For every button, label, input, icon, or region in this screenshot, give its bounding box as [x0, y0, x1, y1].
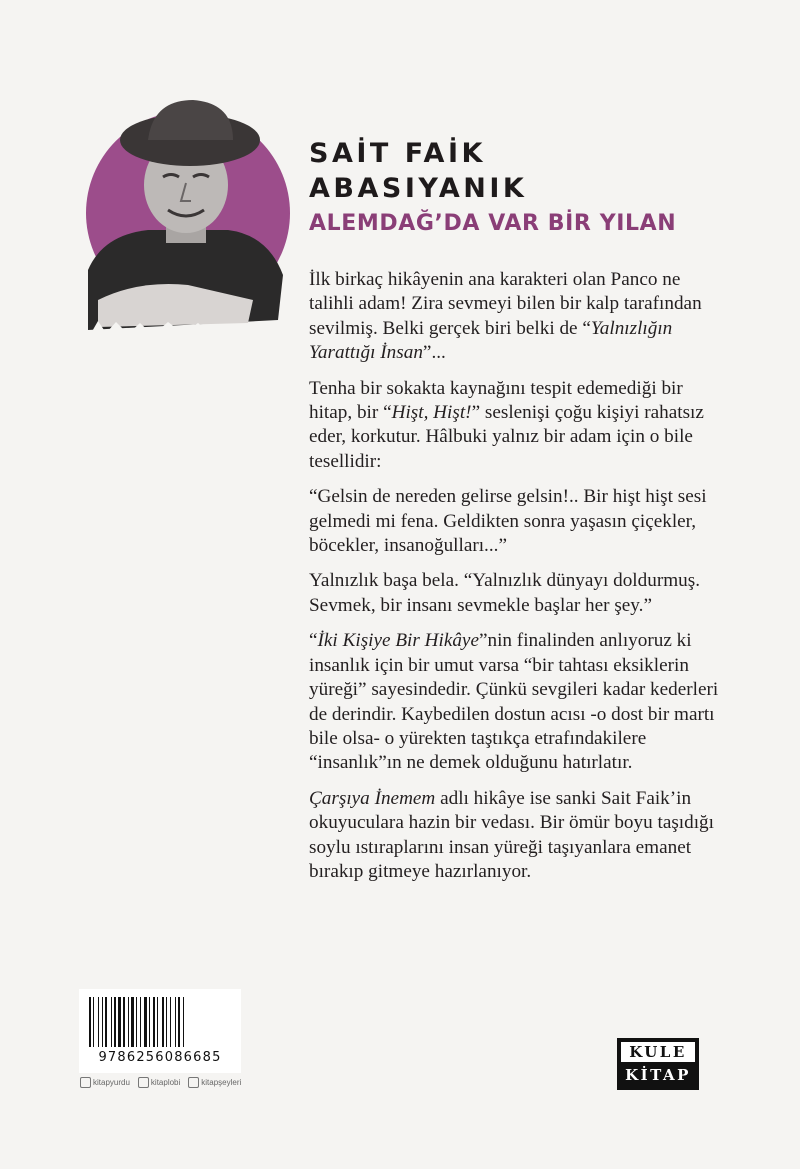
isbn-number: 9786256086685 — [98, 1050, 222, 1065]
barcode-bar — [144, 997, 147, 1047]
story-title-iki-kisiye: İki Kişiye Bir Hikâye — [317, 630, 479, 652]
retailer-mark-icon — [188, 1077, 199, 1088]
blurb-paragraph-1: İlk birkaç hikâyenin ana karakteri olan Panco ne talihli adam! Zira sevmeyi bilen bir kalp tarafından sevilmiş. Belki gerçek biri belki de “Yalnızlığın Yarattığı İnsan”... — [309, 269, 702, 364]
barcode-bar — [89, 997, 91, 1047]
barcode-bar — [123, 997, 125, 1047]
publisher-logo-line-1: KULE — [620, 1041, 696, 1063]
barcode-bar — [166, 997, 167, 1047]
blurb-paragraph-5: “İki Kişiye Bir Hikâye”nin finalinden anlıyoruz ki insanlık için bir umut varsa “bir tahtası eksiklerin yüreği” sayesindedir. Çünkü sevgileri kadar kederleri de derindir. Kaybedilen dostun acısı -o dost bir martı bile olsa- o yürekten taştıkça etrafındakilere “insanlık”ın ne demek olduğunu hatırlatır. — [309, 630, 719, 774]
barcode-bar — [170, 997, 171, 1047]
retailer-logo-2: kitaplobi — [138, 1077, 180, 1088]
barcode-bars — [87, 997, 233, 1049]
barcode-bar — [149, 997, 150, 1047]
blurb-paragraph-2: Tenha bir sokakta kaynağını tespit edemediği bir hitap, bir “Hişt, Hişt!” seslenişi çoğu kişiyi rahatsız eder, korkutur. Hâlbuki yalnız bir adam için o bile tesellidir: — [309, 377, 704, 472]
retailer-logo-1: kitapyurdu — [80, 1077, 130, 1088]
barcode-bar — [183, 997, 184, 1047]
author-portrait — [78, 95, 293, 335]
author-name — [309, 136, 527, 206]
book-title: ALEMDAĞ’DA VAR BİR YILAN — [309, 211, 677, 236]
barcode-bar — [105, 997, 107, 1047]
isbn-barcode — [79, 989, 241, 1073]
barcode-bar — [175, 997, 176, 1047]
retailer-logo-3: kitapşeyleri — [188, 1077, 241, 1088]
barcode-bar — [178, 997, 180, 1047]
author-name-line-2: ABASIYANIK — [309, 173, 528, 204]
author-photo-illustration — [78, 95, 293, 335]
barcode-bar — [157, 997, 158, 1047]
retailer-logos — [80, 1077, 241, 1088]
barcode-bar — [128, 997, 129, 1047]
barcode-bar — [136, 997, 137, 1047]
barcode-bar — [140, 997, 141, 1047]
story-title-carsiya: Çarşıya İnemem — [309, 787, 436, 809]
barcode-bar — [114, 997, 116, 1047]
story-title-yalnizligin: Yalnızlığın Yarattığı İnsan — [309, 317, 673, 364]
retailer-mark-icon — [80, 1077, 91, 1088]
author-name-line-1: SAİT FAİK — [309, 138, 486, 169]
retailer-mark-icon — [138, 1077, 149, 1088]
barcode-bar — [98, 997, 99, 1047]
barcode-bar — [102, 997, 103, 1047]
quote-hist-hist: Hişt, Hişt! — [391, 402, 472, 424]
back-cover-blurb — [309, 268, 719, 895]
blurb-paragraph-3: “Gelsin de nereden gelirse gelsin!.. Bir hişt hişt sesi gelmedi mi fena. Geldikten sonra yaşasın çiçekler, böcekler, insanoğulları...” — [309, 486, 707, 557]
barcode-bar — [118, 997, 121, 1047]
publisher-logo — [617, 1038, 699, 1090]
barcode-bar — [131, 997, 134, 1047]
barcode-bar — [93, 997, 94, 1047]
blurb-paragraph-6: Çarşıya İnemem adlı hikâye ise sanki Sait Faik’in okuyuculara hazin bir vedası. Bir ömür boyu taşıdığı soylu ıstıraplarını insan yüreği taşıyanlara emanet bırakıp gitmeye hazırlanıyor. — [309, 787, 714, 882]
barcode-bar — [111, 997, 112, 1047]
barcode-bar — [153, 997, 155, 1047]
barcode-bar — [162, 997, 164, 1047]
publisher-logo-line-2: KİTAP — [625, 1066, 691, 1084]
blurb-paragraph-4: Yalnızlık başa bela. “Yalnızlık dünyayı doldurmuş. Sevmek, bir insanı sevmekle başlar her şey.” — [309, 570, 700, 616]
